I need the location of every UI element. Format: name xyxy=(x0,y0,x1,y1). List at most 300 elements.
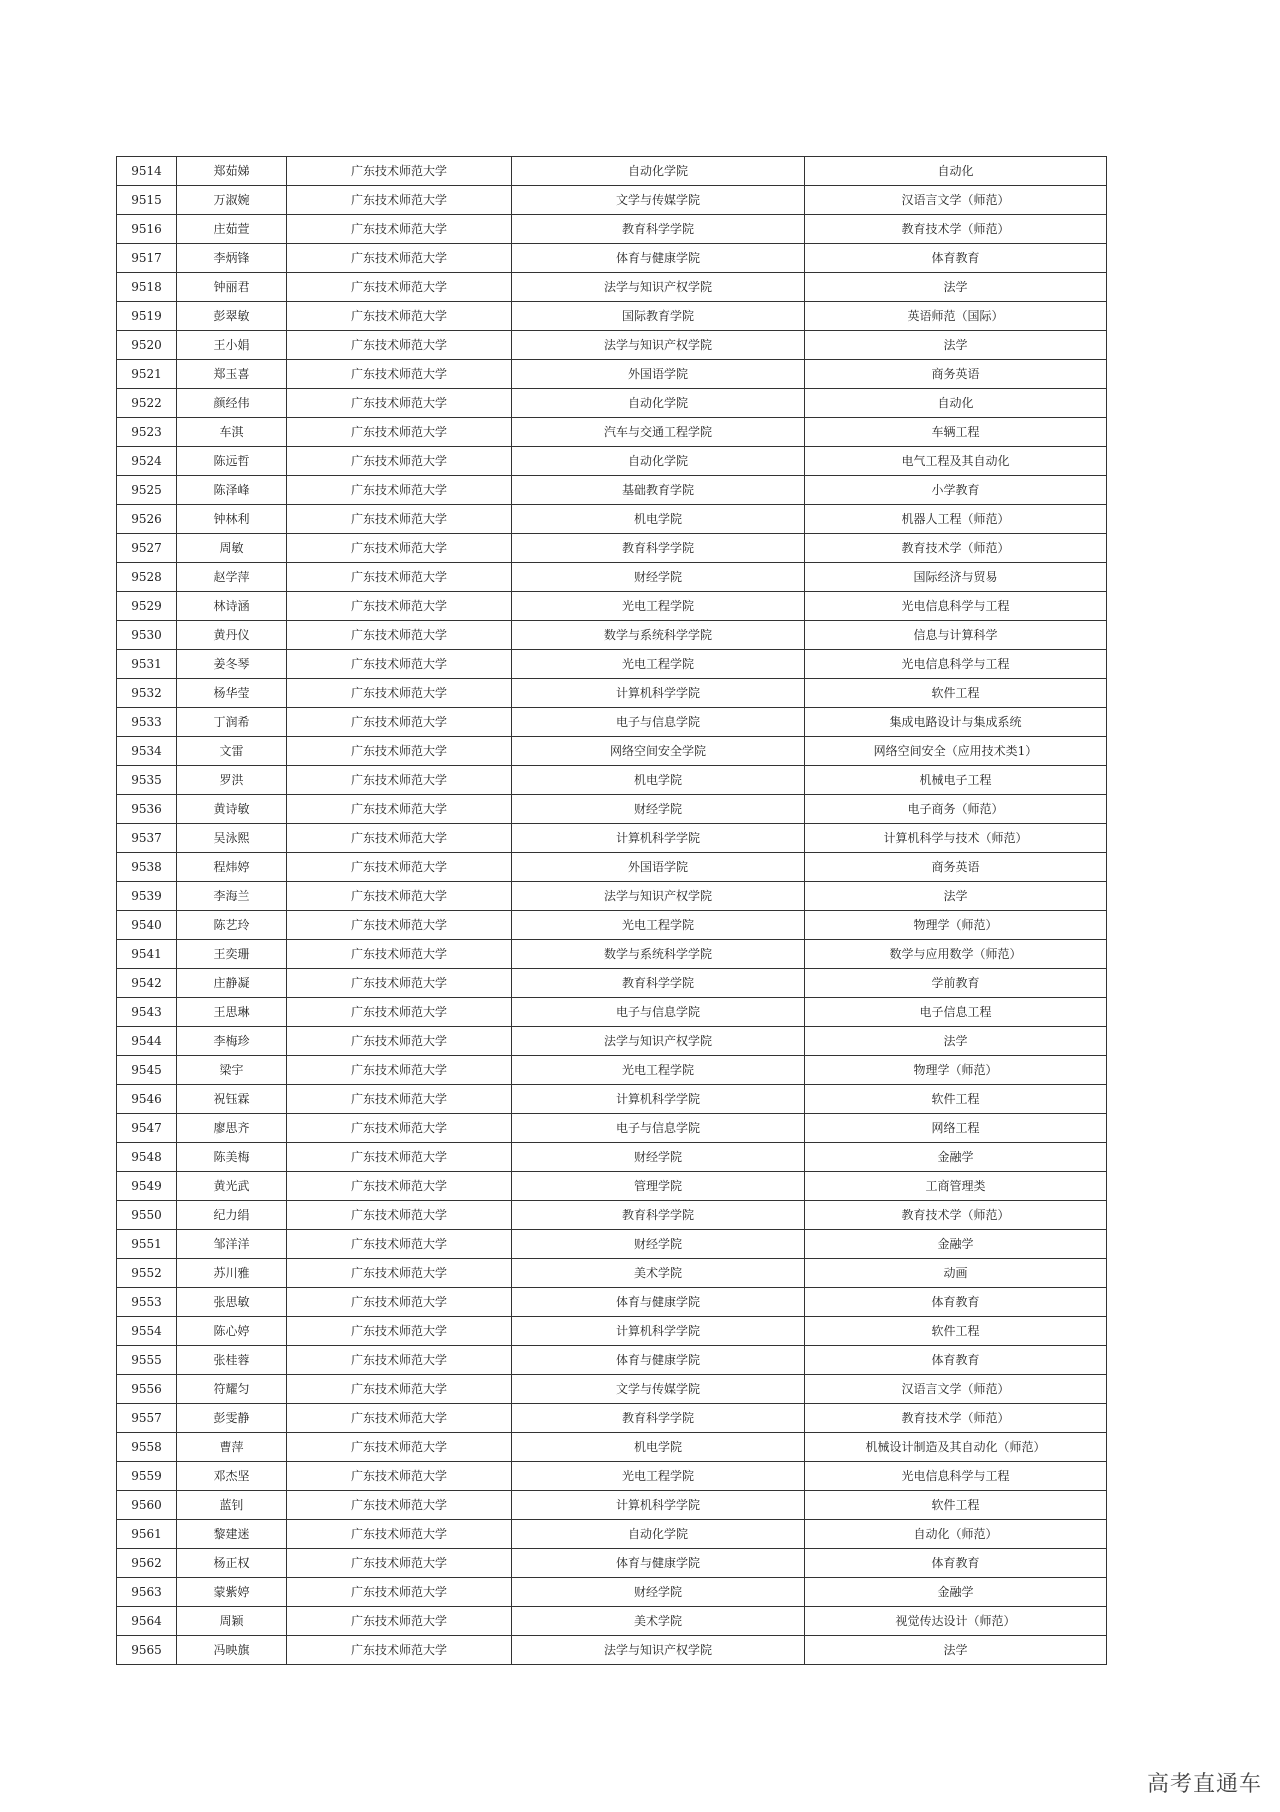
serial-number-cell: 9548 xyxy=(117,1143,177,1172)
table-row xyxy=(117,157,1107,186)
university-cell: 广东技术师范大学 xyxy=(287,389,512,418)
major-cell: 商务英语 xyxy=(805,360,1107,389)
table-row xyxy=(117,505,1107,534)
student-name-cell: 黎建迷 xyxy=(177,1520,287,1549)
student-name-cell: 陈远哲 xyxy=(177,447,287,476)
watermark-text: 高考直通车 xyxy=(1146,1772,1262,1797)
serial-number-cell: 9562 xyxy=(117,1549,177,1578)
serial-number-cell: 9533 xyxy=(117,708,177,737)
college-cell: 财经学院 xyxy=(512,1578,805,1607)
student-name-cell: 庄茹萱 xyxy=(177,215,287,244)
student-name-cell: 罗洪 xyxy=(177,766,287,795)
major-cell: 学前教育 xyxy=(805,969,1107,998)
major-cell: 物理学（师范） xyxy=(805,1056,1107,1085)
serial-number-cell: 9531 xyxy=(117,650,177,679)
table-row xyxy=(117,1404,1107,1433)
student-name-cell: 陈泽峰 xyxy=(177,476,287,505)
major-cell: 电子商务（师范） xyxy=(805,795,1107,824)
major-cell: 物理学（师范） xyxy=(805,911,1107,940)
college-cell: 基础教育学院 xyxy=(512,476,805,505)
college-cell: 自动化学院 xyxy=(512,157,805,186)
serial-number-cell: 9522 xyxy=(117,389,177,418)
student-name-cell: 纪力绢 xyxy=(177,1201,287,1230)
college-cell: 自动化学院 xyxy=(512,447,805,476)
student-name-cell: 王思琳 xyxy=(177,998,287,1027)
major-cell: 法学 xyxy=(805,1027,1107,1056)
table-row xyxy=(117,708,1107,737)
student-name-cell: 李海兰 xyxy=(177,882,287,911)
college-cell: 法学与知识产权学院 xyxy=(512,1636,805,1665)
table-row xyxy=(117,1491,1107,1520)
university-cell: 广东技术师范大学 xyxy=(287,447,512,476)
serial-number-cell: 9564 xyxy=(117,1607,177,1636)
college-cell: 法学与知识产权学院 xyxy=(512,273,805,302)
major-cell: 软件工程 xyxy=(805,679,1107,708)
serial-number-cell: 9525 xyxy=(117,476,177,505)
table-row xyxy=(117,853,1107,882)
university-cell: 广东技术师范大学 xyxy=(287,708,512,737)
college-cell: 教育科学学院 xyxy=(512,1404,805,1433)
student-name-cell: 赵学萍 xyxy=(177,563,287,592)
table-row xyxy=(117,1433,1107,1462)
major-cell: 小学教育 xyxy=(805,476,1107,505)
table-row xyxy=(117,534,1107,563)
major-cell: 光电信息科学与工程 xyxy=(805,650,1107,679)
student-name-cell: 文雷 xyxy=(177,737,287,766)
college-cell: 计算机科学学院 xyxy=(512,1085,805,1114)
university-cell: 广东技术师范大学 xyxy=(287,1172,512,1201)
university-cell: 广东技术师范大学 xyxy=(287,1549,512,1578)
serial-number-cell: 9555 xyxy=(117,1346,177,1375)
university-cell: 广东技术师范大学 xyxy=(287,592,512,621)
table-row xyxy=(117,215,1107,244)
college-cell: 财经学院 xyxy=(512,795,805,824)
student-name-cell: 姜冬琴 xyxy=(177,650,287,679)
college-cell: 机电学院 xyxy=(512,766,805,795)
serial-number-cell: 9559 xyxy=(117,1462,177,1491)
major-cell: 教育技术学（师范） xyxy=(805,534,1107,563)
major-cell: 汉语言文学（师范） xyxy=(805,186,1107,215)
table-row xyxy=(117,273,1107,302)
serial-number-cell: 9517 xyxy=(117,244,177,273)
university-cell: 广东技术师范大学 xyxy=(287,1433,512,1462)
college-cell: 网络空间安全学院 xyxy=(512,737,805,766)
serial-number-cell: 9532 xyxy=(117,679,177,708)
serial-number-cell: 9550 xyxy=(117,1201,177,1230)
student-name-cell: 钟丽君 xyxy=(177,273,287,302)
university-cell: 广东技术师范大学 xyxy=(287,969,512,998)
student-name-cell: 邹洋洋 xyxy=(177,1230,287,1259)
table-row xyxy=(117,331,1107,360)
university-cell: 广东技术师范大学 xyxy=(287,1288,512,1317)
table-row xyxy=(117,563,1107,592)
major-cell: 软件工程 xyxy=(805,1491,1107,1520)
university-cell: 广东技术师范大学 xyxy=(287,302,512,331)
student-name-cell: 张思敏 xyxy=(177,1288,287,1317)
university-cell: 广东技术师范大学 xyxy=(287,1230,512,1259)
table-row xyxy=(117,650,1107,679)
university-cell: 广东技术师范大学 xyxy=(287,157,512,186)
university-cell: 广东技术师范大学 xyxy=(287,215,512,244)
college-cell: 电子与信息学院 xyxy=(512,1114,805,1143)
serial-number-cell: 9560 xyxy=(117,1491,177,1520)
university-cell: 广东技术师范大学 xyxy=(287,621,512,650)
university-cell: 广东技术师范大学 xyxy=(287,563,512,592)
major-cell: 国际经济与贸易 xyxy=(805,563,1107,592)
college-cell: 汽车与交通工程学院 xyxy=(512,418,805,447)
serial-number-cell: 9535 xyxy=(117,766,177,795)
student-name-cell: 陈艺玲 xyxy=(177,911,287,940)
student-name-cell: 郑茹娣 xyxy=(177,157,287,186)
college-cell: 自动化学院 xyxy=(512,1520,805,1549)
university-cell: 广东技术师范大学 xyxy=(287,273,512,302)
table-row xyxy=(117,302,1107,331)
major-cell: 工商管理类 xyxy=(805,1172,1107,1201)
college-cell: 电子与信息学院 xyxy=(512,998,805,1027)
serial-number-cell: 9526 xyxy=(117,505,177,534)
student-name-cell: 杨华莹 xyxy=(177,679,287,708)
student-name-cell: 林诗涵 xyxy=(177,592,287,621)
table-row xyxy=(117,1520,1107,1549)
serial-number-cell: 9527 xyxy=(117,534,177,563)
major-cell: 光电信息科学与工程 xyxy=(805,592,1107,621)
major-cell: 动画 xyxy=(805,1259,1107,1288)
serial-number-cell: 9523 xyxy=(117,418,177,447)
table-row xyxy=(117,940,1107,969)
major-cell: 体育教育 xyxy=(805,1288,1107,1317)
university-cell: 广东技术师范大学 xyxy=(287,882,512,911)
admission-roster-table xyxy=(116,156,1107,1665)
serial-number-cell: 9541 xyxy=(117,940,177,969)
major-cell: 视觉传达设计（师范） xyxy=(805,1607,1107,1636)
major-cell: 教育技术学（师范） xyxy=(805,1201,1107,1230)
major-cell: 网络工程 xyxy=(805,1114,1107,1143)
university-cell: 广东技术师范大学 xyxy=(287,1491,512,1520)
table-row xyxy=(117,1607,1107,1636)
university-cell: 广东技术师范大学 xyxy=(287,418,512,447)
serial-number-cell: 9538 xyxy=(117,853,177,882)
student-name-cell: 蓝钊 xyxy=(177,1491,287,1520)
table-row xyxy=(117,882,1107,911)
student-name-cell: 张桂蓉 xyxy=(177,1346,287,1375)
college-cell: 光电工程学院 xyxy=(512,650,805,679)
university-cell: 广东技术师范大学 xyxy=(287,244,512,273)
college-cell: 美术学院 xyxy=(512,1259,805,1288)
major-cell: 自动化（师范） xyxy=(805,1520,1107,1549)
university-cell: 广东技术师范大学 xyxy=(287,1578,512,1607)
student-name-cell: 陈美梅 xyxy=(177,1143,287,1172)
table-row xyxy=(117,1201,1107,1230)
table-row xyxy=(117,1462,1107,1491)
student-name-cell: 邓杰坚 xyxy=(177,1462,287,1491)
student-name-cell: 钟林利 xyxy=(177,505,287,534)
student-name-cell: 彭翠敏 xyxy=(177,302,287,331)
major-cell: 教育技术学（师范） xyxy=(805,1404,1107,1433)
table-row xyxy=(117,1230,1107,1259)
major-cell: 数学与应用数学（师范） xyxy=(805,940,1107,969)
serial-number-cell: 9529 xyxy=(117,592,177,621)
university-cell: 广东技术师范大学 xyxy=(287,1201,512,1230)
college-cell: 光电工程学院 xyxy=(512,592,805,621)
table-row xyxy=(117,1288,1107,1317)
student-name-cell: 祝钰霖 xyxy=(177,1085,287,1114)
major-cell: 电子信息工程 xyxy=(805,998,1107,1027)
major-cell: 法学 xyxy=(805,1636,1107,1665)
serial-number-cell: 9519 xyxy=(117,302,177,331)
university-cell: 广东技术师范大学 xyxy=(287,505,512,534)
university-cell: 广东技术师范大学 xyxy=(287,940,512,969)
table-row xyxy=(117,824,1107,853)
student-name-cell: 梁宇 xyxy=(177,1056,287,1085)
serial-number-cell: 9554 xyxy=(117,1317,177,1346)
serial-number-cell: 9565 xyxy=(117,1636,177,1665)
serial-number-cell: 9546 xyxy=(117,1085,177,1114)
student-name-cell: 彭雯静 xyxy=(177,1404,287,1433)
table-row xyxy=(117,360,1107,389)
college-cell: 计算机科学学院 xyxy=(512,1317,805,1346)
college-cell: 体育与健康学院 xyxy=(512,244,805,273)
serial-number-cell: 9544 xyxy=(117,1027,177,1056)
college-cell: 机电学院 xyxy=(512,505,805,534)
college-cell: 数学与系统科学学院 xyxy=(512,621,805,650)
table-row xyxy=(117,766,1107,795)
serial-number-cell: 9528 xyxy=(117,563,177,592)
serial-number-cell: 9539 xyxy=(117,882,177,911)
major-cell: 光电信息科学与工程 xyxy=(805,1462,1107,1491)
table-row xyxy=(117,911,1107,940)
university-cell: 广东技术师范大学 xyxy=(287,911,512,940)
table-row xyxy=(117,998,1107,1027)
table-row xyxy=(117,1085,1107,1114)
university-cell: 广东技术师范大学 xyxy=(287,331,512,360)
student-name-cell: 王奕珊 xyxy=(177,940,287,969)
serial-number-cell: 9557 xyxy=(117,1404,177,1433)
roster-table-body xyxy=(117,157,1107,1665)
table-row xyxy=(117,1143,1107,1172)
table-row xyxy=(117,1056,1107,1085)
major-cell: 法学 xyxy=(805,331,1107,360)
major-cell: 金融学 xyxy=(805,1230,1107,1259)
university-cell: 广东技术师范大学 xyxy=(287,476,512,505)
table-row xyxy=(117,1636,1107,1665)
major-cell: 金融学 xyxy=(805,1578,1107,1607)
college-cell: 文学与传媒学院 xyxy=(512,186,805,215)
student-name-cell: 符耀匀 xyxy=(177,1375,287,1404)
serial-number-cell: 9551 xyxy=(117,1230,177,1259)
college-cell: 电子与信息学院 xyxy=(512,708,805,737)
major-cell: 法学 xyxy=(805,273,1107,302)
serial-number-cell: 9547 xyxy=(117,1114,177,1143)
table-row xyxy=(117,1259,1107,1288)
university-cell: 广东技术师范大学 xyxy=(287,1607,512,1636)
major-cell: 机械设计制造及其自动化（师范） xyxy=(805,1433,1107,1462)
serial-number-cell: 9516 xyxy=(117,215,177,244)
student-name-cell: 丁润希 xyxy=(177,708,287,737)
college-cell: 管理学院 xyxy=(512,1172,805,1201)
serial-number-cell: 9545 xyxy=(117,1056,177,1085)
college-cell: 法学与知识产权学院 xyxy=(512,331,805,360)
major-cell: 软件工程 xyxy=(805,1085,1107,1114)
major-cell: 金融学 xyxy=(805,1143,1107,1172)
university-cell: 广东技术师范大学 xyxy=(287,650,512,679)
college-cell: 财经学院 xyxy=(512,1230,805,1259)
serial-number-cell: 9543 xyxy=(117,998,177,1027)
university-cell: 广东技术师范大学 xyxy=(287,1027,512,1056)
table-row xyxy=(117,969,1107,998)
major-cell: 自动化 xyxy=(805,157,1107,186)
table-row xyxy=(117,1578,1107,1607)
college-cell: 计算机科学学院 xyxy=(512,824,805,853)
university-cell: 广东技术师范大学 xyxy=(287,824,512,853)
college-cell: 体育与健康学院 xyxy=(512,1549,805,1578)
table-row xyxy=(117,621,1107,650)
serial-number-cell: 9540 xyxy=(117,911,177,940)
university-cell: 广东技术师范大学 xyxy=(287,737,512,766)
university-cell: 广东技术师范大学 xyxy=(287,1259,512,1288)
table-row xyxy=(117,1549,1107,1578)
university-cell: 广东技术师范大学 xyxy=(287,1346,512,1375)
college-cell: 外国语学院 xyxy=(512,853,805,882)
student-name-cell: 周颖 xyxy=(177,1607,287,1636)
major-cell: 英语师范（国际） xyxy=(805,302,1107,331)
major-cell: 体育教育 xyxy=(805,244,1107,273)
table-row xyxy=(117,1114,1107,1143)
major-cell: 体育教育 xyxy=(805,1346,1107,1375)
serial-number-cell: 9556 xyxy=(117,1375,177,1404)
college-cell: 外国语学院 xyxy=(512,360,805,389)
student-name-cell: 庄静凝 xyxy=(177,969,287,998)
university-cell: 广东技术师范大学 xyxy=(287,1114,512,1143)
university-cell: 广东技术师范大学 xyxy=(287,1462,512,1491)
table-row xyxy=(117,592,1107,621)
college-cell: 教育科学学院 xyxy=(512,534,805,563)
serial-number-cell: 9520 xyxy=(117,331,177,360)
serial-number-cell: 9514 xyxy=(117,157,177,186)
student-name-cell: 郑玉喜 xyxy=(177,360,287,389)
university-cell: 广东技术师范大学 xyxy=(287,998,512,1027)
major-cell: 机器人工程（师范） xyxy=(805,505,1107,534)
table-row xyxy=(117,737,1107,766)
college-cell: 财经学院 xyxy=(512,1143,805,1172)
student-name-cell: 蒙紫婷 xyxy=(177,1578,287,1607)
serial-number-cell: 9518 xyxy=(117,273,177,302)
university-cell: 广东技术师范大学 xyxy=(287,186,512,215)
major-cell: 体育教育 xyxy=(805,1549,1107,1578)
student-name-cell: 苏川雅 xyxy=(177,1259,287,1288)
college-cell: 计算机科学学院 xyxy=(512,1491,805,1520)
major-cell: 软件工程 xyxy=(805,1317,1107,1346)
serial-number-cell: 9549 xyxy=(117,1172,177,1201)
table-row xyxy=(117,679,1107,708)
university-cell: 广东技术师范大学 xyxy=(287,1375,512,1404)
student-name-cell: 车淇 xyxy=(177,418,287,447)
college-cell: 财经学院 xyxy=(512,563,805,592)
serial-number-cell: 9536 xyxy=(117,795,177,824)
university-cell: 广东技术师范大学 xyxy=(287,679,512,708)
college-cell: 机电学院 xyxy=(512,1433,805,1462)
serial-number-cell: 9563 xyxy=(117,1578,177,1607)
table-row xyxy=(117,1027,1107,1056)
table-row xyxy=(117,476,1107,505)
serial-number-cell: 9534 xyxy=(117,737,177,766)
university-cell: 广东技术师范大学 xyxy=(287,1143,512,1172)
university-cell: 广东技术师范大学 xyxy=(287,1404,512,1433)
college-cell: 光电工程学院 xyxy=(512,911,805,940)
student-name-cell: 曹萍 xyxy=(177,1433,287,1462)
major-cell: 商务英语 xyxy=(805,853,1107,882)
serial-number-cell: 9530 xyxy=(117,621,177,650)
major-cell: 集成电路设计与集成系统 xyxy=(805,708,1107,737)
student-name-cell: 陈心婷 xyxy=(177,1317,287,1346)
table-row xyxy=(117,389,1107,418)
major-cell: 信息与计算科学 xyxy=(805,621,1107,650)
college-cell: 数学与系统科学学院 xyxy=(512,940,805,969)
college-cell: 法学与知识产权学院 xyxy=(512,882,805,911)
serial-number-cell: 9521 xyxy=(117,360,177,389)
serial-number-cell: 9552 xyxy=(117,1259,177,1288)
student-name-cell: 冯映旗 xyxy=(177,1636,287,1665)
college-cell: 法学与知识产权学院 xyxy=(512,1027,805,1056)
student-name-cell: 吴泳熙 xyxy=(177,824,287,853)
student-name-cell: 颜经伟 xyxy=(177,389,287,418)
student-name-cell: 杨正权 xyxy=(177,1549,287,1578)
serial-number-cell: 9561 xyxy=(117,1520,177,1549)
university-cell: 广东技术师范大学 xyxy=(287,1085,512,1114)
college-cell: 光电工程学院 xyxy=(512,1462,805,1491)
table-row xyxy=(117,1317,1107,1346)
table-row xyxy=(117,186,1107,215)
serial-number-cell: 9558 xyxy=(117,1433,177,1462)
student-name-cell: 周敏 xyxy=(177,534,287,563)
university-cell: 广东技术师范大学 xyxy=(287,360,512,389)
college-cell: 教育科学学院 xyxy=(512,969,805,998)
serial-number-cell: 9515 xyxy=(117,186,177,215)
major-cell: 网络空间安全（应用技术类1） xyxy=(805,737,1107,766)
major-cell: 教育技术学（师范） xyxy=(805,215,1107,244)
table-row xyxy=(117,447,1107,476)
major-cell: 法学 xyxy=(805,882,1107,911)
student-name-cell: 程炜婷 xyxy=(177,853,287,882)
table-row xyxy=(117,1375,1107,1404)
major-cell: 自动化 xyxy=(805,389,1107,418)
student-name-cell: 黄光武 xyxy=(177,1172,287,1201)
table-row xyxy=(117,1346,1107,1375)
serial-number-cell: 9537 xyxy=(117,824,177,853)
table-row xyxy=(117,1172,1107,1201)
table-row xyxy=(117,244,1107,273)
college-cell: 美术学院 xyxy=(512,1607,805,1636)
major-cell: 车辆工程 xyxy=(805,418,1107,447)
student-name-cell: 黄丹仪 xyxy=(177,621,287,650)
university-cell: 广东技术师范大学 xyxy=(287,1317,512,1346)
student-name-cell: 李炳锋 xyxy=(177,244,287,273)
university-cell: 广东技术师范大学 xyxy=(287,795,512,824)
college-cell: 体育与健康学院 xyxy=(512,1288,805,1317)
student-name-cell: 万淑婉 xyxy=(177,186,287,215)
serial-number-cell: 9524 xyxy=(117,447,177,476)
major-cell: 电气工程及其自动化 xyxy=(805,447,1107,476)
university-cell: 广东技术师范大学 xyxy=(287,853,512,882)
college-cell: 计算机科学学院 xyxy=(512,679,805,708)
university-cell: 广东技术师范大学 xyxy=(287,1056,512,1085)
student-name-cell: 黄诗敏 xyxy=(177,795,287,824)
student-name-cell: 廖思齐 xyxy=(177,1114,287,1143)
serial-number-cell: 9553 xyxy=(117,1288,177,1317)
table-row xyxy=(117,418,1107,447)
student-name-cell: 王小娟 xyxy=(177,331,287,360)
student-name-cell: 李梅珍 xyxy=(177,1027,287,1056)
college-cell: 光电工程学院 xyxy=(512,1056,805,1085)
